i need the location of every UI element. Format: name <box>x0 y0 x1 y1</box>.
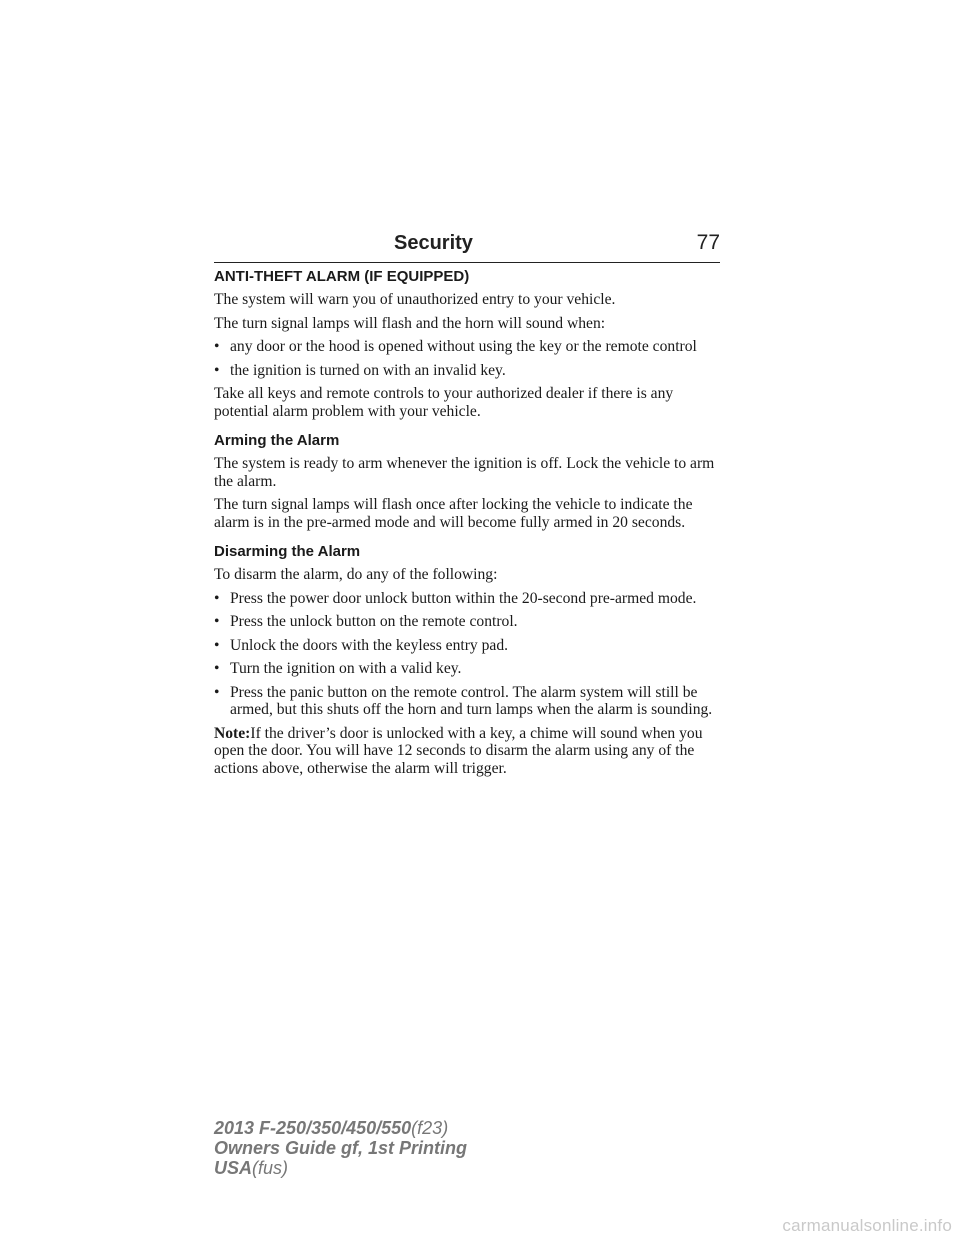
arming-paragraph-1: The system is ready to arm whenever the ignition is off. Lock the vehicle to arm the alarm. <box>214 455 715 490</box>
note-label: Note: <box>214 724 251 742</box>
footer-market-code: (fus) <box>252 1158 289 1178</box>
arming-paragraph-2: The turn signal lamps will flash once after locking the vehicle to indicate the alarm is in the pre-armed mode and will become fully armed in 20 seconds. <box>214 496 693 531</box>
list-item-text: Turn the ignition on with a valid key. <box>230 660 462 677</box>
bullet-icon: • <box>214 636 220 654</box>
bullet-icon: • <box>214 683 220 701</box>
disarming-intro: To disarm the alarm, do any of the following: <box>214 566 498 583</box>
list-item-text: Press the unlock button on the remote control. <box>230 613 518 630</box>
arming-heading: Arming the Alarm <box>214 432 340 449</box>
list-item <box>214 338 724 356</box>
bullet-icon: • <box>214 361 220 379</box>
bullet-icon: • <box>214 613 220 630</box>
page-number: 77 <box>696 231 720 254</box>
footer-line-3 <box>214 1158 467 1178</box>
list-item <box>214 362 724 380</box>
page-header <box>214 228 720 263</box>
list-item <box>214 637 724 655</box>
anti-theft-intro: The system will warn you of unauthorized entry to your vehicle. <box>214 291 616 308</box>
anti-theft-trigger-list <box>214 338 724 379</box>
footer-model-code: (f23) <box>411 1118 449 1138</box>
list-item <box>214 613 724 631</box>
list-item <box>214 660 724 678</box>
note-text: If the driver’s door is unlocked with a key, a chime will sound when you open the door. You will have 12 seconds to disarm the alarm using any of the actions above, otherwise the alarm will trigger. <box>214 724 703 777</box>
page-title: Security <box>394 232 473 254</box>
anti-theft-heading: ANTI-THEFT ALARM (IF EQUIPPED) <box>214 268 470 285</box>
watermark-text: carmanualsonline.info <box>782 1216 952 1235</box>
disarming-list <box>214 590 724 719</box>
list-item-text: Press the panic button on the remote control. The alarm system will still be armed, but this shuts off the horn and turn lamps when the alarm is sounding. <box>230 683 713 718</box>
anti-theft-trigger-intro: The turn signal lamps will flash and the horn will sound when: <box>214 314 606 332</box>
anti-theft-dealer-note: Take all keys and remote controls to your authorized dealer if there is any potential alarm problem with your vehicle. <box>214 385 674 420</box>
bullet-icon: • <box>214 589 220 607</box>
disarming-heading: Disarming the Alarm <box>214 543 361 560</box>
list-item <box>214 590 724 608</box>
list-item-text: any door or the hood is opened without using the key or the remote control <box>230 338 697 355</box>
list-item <box>214 684 724 719</box>
footer-line-2: Owners Guide gf, 1st Printing <box>214 1138 468 1158</box>
list-item-text: Press the power door unlock button within the 20-second pre-armed mode. <box>230 589 697 607</box>
page-content <box>214 268 724 783</box>
footer-line-1 <box>214 1118 467 1138</box>
footer-market: USA <box>214 1158 253 1178</box>
note-paragraph <box>214 725 724 778</box>
footer-model: 2013 F-250/350/450/550 <box>214 1118 412 1138</box>
bullet-icon: • <box>214 660 220 677</box>
document-footer <box>214 1118 467 1178</box>
list-item-text: Unlock the doors with the keyless entry pad. <box>230 636 509 654</box>
bullet-icon: • <box>214 338 220 355</box>
list-item-text: the ignition is turned on with an invalid key. <box>230 361 506 379</box>
